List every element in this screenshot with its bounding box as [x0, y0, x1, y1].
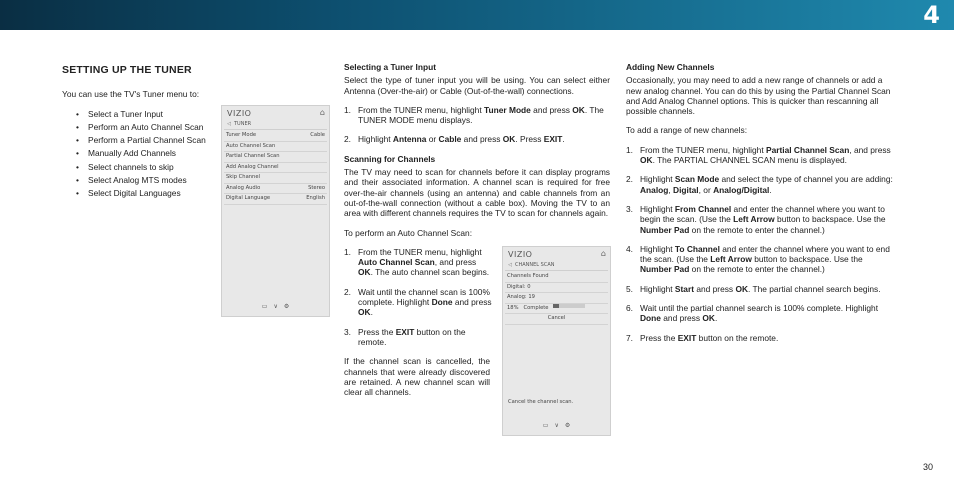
step: 5. Highlight Start and press OK. The partial channel search begins.: [626, 283, 881, 294]
paragraph: To perform an Auto Channel Scan:: [344, 227, 473, 238]
step: 3. Highlight From Channel and enter the channel where you want to begin the scan. (Use the Left Arrow button to backspace. Use the Number Pad on the remote to enter the channel.): [626, 203, 886, 235]
list-item: • Select channels to skip: [76, 162, 212, 172]
list-item: • Perform an Auto Channel Scan: [76, 122, 212, 132]
column-adding-new-channels: [626, 62, 894, 352]
list-item: • Select Analog MTS modes: [76, 175, 212, 185]
menu-row: Auto Channel Scan: [224, 142, 327, 153]
menu-row: Skip Channel: [224, 173, 327, 184]
step: 7. Press the EXIT button on the remote.: [626, 332, 779, 343]
menu-row: Analog Audio Stereo: [224, 184, 327, 195]
paragraph: Select the type of tuner input you will be using. You can select either Antenna (Over-the-air) or Cable (Out-of-the-wall) connections.: [344, 75, 610, 96]
paragraph: If the channel scan is cancelled, the channels that were already discovered are retained. A new channel scan will clear all channels.: [344, 356, 490, 398]
chapter-number: 4: [923, 1, 940, 29]
progress-fill: [553, 304, 559, 308]
home-icon: ⌂: [319, 108, 325, 117]
paragraph: Occasionally, you may need to add a new range of channels or add a new analog channel. You can do this by using the Partial Channel Scan and Add Analog Channel options. This is quicker than rescanning all possible channels.: [626, 75, 891, 117]
menu-title: TUNER: [234, 121, 252, 127]
step: 1. From the TUNER menu, highlight Tuner Mode and press OK. The TUNER MODE menu displays.: [344, 104, 604, 126]
menu-row: 18% Complete: [505, 304, 608, 315]
steps-list: [626, 145, 894, 343]
gear-icon: ⚙: [564, 422, 571, 429]
menu-rows: [505, 272, 608, 325]
menu-row: Analog: 19: [505, 293, 608, 304]
column-setting-up-tuner: [62, 62, 212, 202]
chevron-down-icon: ∨: [273, 303, 278, 310]
list-item: • Perform a Partial Channel Scan: [76, 135, 212, 145]
step: 4. Highlight To Channel and enter the channel where you want to end the scan. (Use the Left Arrow button to backspace. Use the Number Pad on the remote to enter the channel.): [626, 243, 890, 275]
vizio-logo: VIZIO: [508, 250, 533, 259]
paragraph: To add a range of new channels:: [626, 125, 748, 136]
menu-controls: [503, 422, 610, 429]
chevron-down-icon: ∨: [554, 422, 559, 429]
step: 2. Highlight Scan Mode and select the type of channel you are adding: Analog, Digital, or Analog/Digital.: [626, 174, 893, 195]
back-arrow-icon: ◁: [508, 262, 512, 268]
subheading: Adding New Channels: [626, 62, 715, 72]
gear-icon: ⚙: [283, 303, 290, 310]
chapter-header-bar: [0, 0, 954, 30]
tuner-options-list: [62, 109, 212, 199]
steps-list: [344, 105, 610, 145]
scan-progress-bar: [553, 304, 585, 308]
page-number: 30: [922, 462, 933, 472]
menu-controls: [222, 303, 329, 310]
home-icon: ⌂: [600, 249, 606, 258]
menu-row: Partial Channel Scan: [224, 152, 327, 163]
menu-title: CHANNEL SCAN: [515, 262, 555, 268]
step: 1. From the TUNER menu, highlight Auto Channel Scan, and press OK. The auto channel scan begins.: [344, 246, 490, 278]
tuner-menu-screenshot: [221, 105, 330, 317]
help-text: Cancel the channel scan.: [508, 399, 574, 405]
section-title: SETTING UP THE TUNER: [62, 64, 192, 76]
cancel-button: Cancel: [505, 314, 608, 325]
menu-row: Add Analog Channel: [224, 163, 327, 174]
step: 3. Press the EXIT button on the remote.: [344, 326, 466, 347]
intro-text: You can use the TV's Tuner menu to:: [62, 89, 200, 100]
menu-header: [505, 261, 608, 271]
menu-row: Digital Language English: [224, 194, 327, 205]
vizio-logo: VIZIO: [227, 109, 252, 118]
list-item: • Select a Tuner Input: [76, 109, 212, 119]
paragraph: The TV may need to scan for channels before it can display programs and their associated information. A channel scan is required for free over-the-air channels (using an antenna) and cable channels from an out-of-the-wall connection (without a cable box). Moving the TV to an area with different channels requires the TV to scan for channels again.: [344, 167, 610, 219]
back-arrow-icon: ◁: [227, 121, 231, 127]
menu-row: Channels Found: [505, 272, 608, 283]
steps-list: [344, 247, 492, 347]
menu-rows: [224, 131, 327, 205]
channel-scan-menu-screenshot: [502, 246, 611, 436]
subheading: Selecting a Tuner Input: [344, 62, 436, 72]
wide-icon: ▭: [542, 422, 549, 429]
step: 2. Wait until the channel scan is 100% complete. Highlight Done and press OK.: [344, 286, 492, 318]
menu-row: Tuner Mode Cable: [224, 131, 327, 142]
subheading: Scanning for Channels: [344, 153, 436, 164]
menu-row: Digital: 0: [505, 283, 608, 294]
step: 6. Wait until the partial channel search is 100% complete. Highlight Done and press OK.: [626, 303, 879, 324]
list-item: • Select Digital Languages: [76, 188, 212, 198]
step: 2. Highlight Antenna or Cable and press OK. Press EXIT.: [344, 134, 565, 145]
step: 1. From the TUNER menu, highlight Partial Channel Scan, and press OK. The PARTIAL CHANNEL SCAN menu is displayed.: [626, 144, 891, 166]
wide-icon: ▭: [261, 303, 268, 310]
menu-header: [224, 120, 327, 130]
list-item: • Manually Add Channels: [76, 148, 212, 158]
